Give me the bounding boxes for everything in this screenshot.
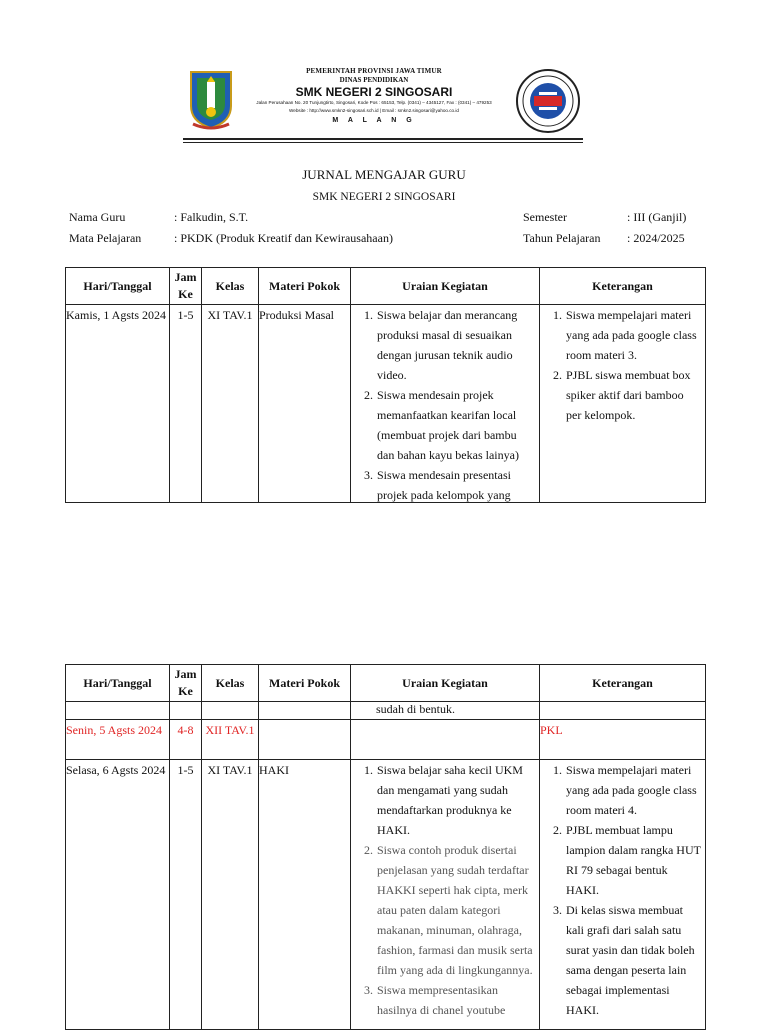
document-subtitle: SMK NEGERI 2 SINGOSARI bbox=[312, 191, 456, 203]
list-item: 3. Di kelas siswa membuat kali grafi dari salah satu surat yasin dan tidak boleh sama dengan peserta lain sebagai implementasi HAKI. bbox=[565, 900, 701, 1020]
col-hari-tanggal: Hari/Tanggal bbox=[66, 268, 170, 305]
col-jam-ke: Jam Ke bbox=[170, 665, 202, 702]
cell-kelas: XI TAV.1 bbox=[202, 760, 259, 1030]
journal-table-page-2 bbox=[65, 664, 706, 1030]
cell-uraian bbox=[351, 760, 540, 1030]
col-uraian-kegiatan: Uraian Kegiatan bbox=[351, 268, 540, 305]
list-item: 1. Siswa mempelajari materi yang ada pada google class room materi 4. bbox=[565, 760, 701, 820]
table-row bbox=[66, 305, 706, 503]
list-item: 1. Siswa mempelajari materi yang ada pada google class room materi 3. bbox=[565, 305, 701, 365]
tahun-value: : 2024/2025 bbox=[627, 231, 685, 245]
col-hari-tanggal: Hari/Tanggal bbox=[66, 665, 170, 702]
cell-keterangan bbox=[540, 305, 706, 503]
semester-value: : III (Ganjil) bbox=[627, 210, 687, 224]
letterhead-school-name: SMK NEGERI 2 SINGOSARI bbox=[295, 85, 453, 99]
letterhead-rule-thin bbox=[183, 142, 583, 143]
letterhead bbox=[183, 62, 583, 144]
col-kelas: Kelas bbox=[202, 268, 259, 305]
cell-kelas: XI TAV.1 bbox=[202, 305, 259, 503]
table-row bbox=[66, 760, 706, 1030]
school-logo bbox=[515, 68, 581, 134]
jatim-emblem-logo bbox=[187, 68, 235, 130]
cell-keterangan: PKL bbox=[540, 720, 706, 760]
list-item: 1. Siswa belajar saha kecil UKM dan mengamati yang sudah mendaftarkan produknya ke HAKI. bbox=[376, 760, 535, 840]
journal-table-page-1 bbox=[65, 267, 706, 503]
letterhead-address: Jalan Perusahaan No. 20 Tunjungtirto, Singosari, Kode Pos : 65153, Telp. (0341) – 4345127, Fax : (0341) – 479253 bbox=[256, 100, 492, 105]
col-kelas: Kelas bbox=[202, 665, 259, 702]
cell-materi: HAKI bbox=[259, 760, 351, 1030]
cell-uraian bbox=[351, 720, 540, 760]
letterhead-rule bbox=[183, 138, 583, 140]
cell-hari: Selasa, 6 Agsts 2024 bbox=[66, 760, 170, 1030]
list-item: 3. Siswa mempresentasikan hasilnya di chanel youtube bbox=[376, 980, 535, 1020]
tahun-label: Tahun Pelajaran bbox=[523, 231, 601, 245]
letterhead-city: M A L A N G bbox=[332, 117, 416, 124]
table-row bbox=[66, 720, 706, 760]
col-materi-pokok: Materi Pokok bbox=[259, 268, 351, 305]
col-keterangan: Keterangan bbox=[540, 665, 706, 702]
letterhead-text bbox=[235, 67, 513, 126]
list-item: 2. PJBL membuat lampu lampion dalam rangka HUT RI 79 sebagai bentuk HAKI. bbox=[565, 820, 701, 900]
cell-materi: Produksi Masal bbox=[259, 305, 351, 503]
cell-hari: Senin, 5 Agsts 2024 bbox=[66, 720, 170, 760]
list-item: 1. Siswa belajar dan merancang produksi masal di sesuaikan dengan jurusan teknik audio video. bbox=[376, 305, 535, 385]
mapel-label: Mata Pelajaran bbox=[69, 231, 142, 245]
nama-guru-value: : Falkudin, S.T. bbox=[174, 210, 249, 224]
cell-kelas: XII TAV.1 bbox=[202, 720, 259, 760]
col-materi-pokok: Materi Pokok bbox=[259, 665, 351, 702]
nama-guru-label: Nama Guru bbox=[69, 210, 126, 224]
cell-uraian-continuation: sudah di bentuk. bbox=[351, 702, 540, 720]
list-item: 2. Siswa mendesain projek memanfaatkan kearifan local (membuat projek dari bambu dan bahan kayu bekas lainya) bbox=[376, 385, 535, 465]
list-item: 2. Siswa contoh produk disertai penjelasan yang sudah terdaftar HAKKI seperti hak cipta, merk atau paten dalam kategori makanan, minuman, olahraga, fashion, farmasi dan musik serta film yang ada di lingkungannya. bbox=[376, 840, 535, 980]
semester-label: Semester bbox=[523, 210, 567, 224]
cell-jam: 1-5 bbox=[170, 760, 202, 1030]
table-row-continuation bbox=[66, 702, 706, 720]
list-item: 3. Siswa mendesain presentasi projek pada kelompok yang bbox=[376, 465, 535, 502]
col-uraian-kegiatan: Uraian Kegiatan bbox=[351, 665, 540, 702]
cell-uraian bbox=[351, 305, 540, 503]
letterhead-department: DINAS PENDIDIKAN bbox=[339, 76, 409, 84]
table-header-row bbox=[66, 665, 706, 702]
cell-keterangan bbox=[540, 760, 706, 1030]
cell-jam: 4-8 bbox=[170, 720, 202, 760]
document-title: JURNAL MENGAJAR GURU bbox=[302, 167, 466, 182]
col-keterangan: Keterangan bbox=[540, 268, 706, 305]
cell-jam: 1-5 bbox=[170, 305, 202, 503]
list-item: 2. PJBL siswa membuat box spiker aktif dari bamboo per kelompok. bbox=[565, 365, 701, 425]
cell-hari: Kamis, 1 Agsts 2024 bbox=[66, 305, 170, 503]
letterhead-government: PEMERINTAH PROVINSI JAWA TIMUR bbox=[306, 67, 442, 75]
table-header-row bbox=[66, 268, 706, 305]
mapel-value: : PKDK (Produk Kreatif dan Kewirausahaan) bbox=[174, 231, 393, 245]
col-jam-ke: Jam Ke bbox=[170, 268, 202, 305]
cell-materi bbox=[259, 720, 351, 760]
letterhead-contact: Website : http://www.smkn2-singosari.sch.id | Email : smkn2.singosari@yahoo.co.id bbox=[289, 108, 459, 113]
